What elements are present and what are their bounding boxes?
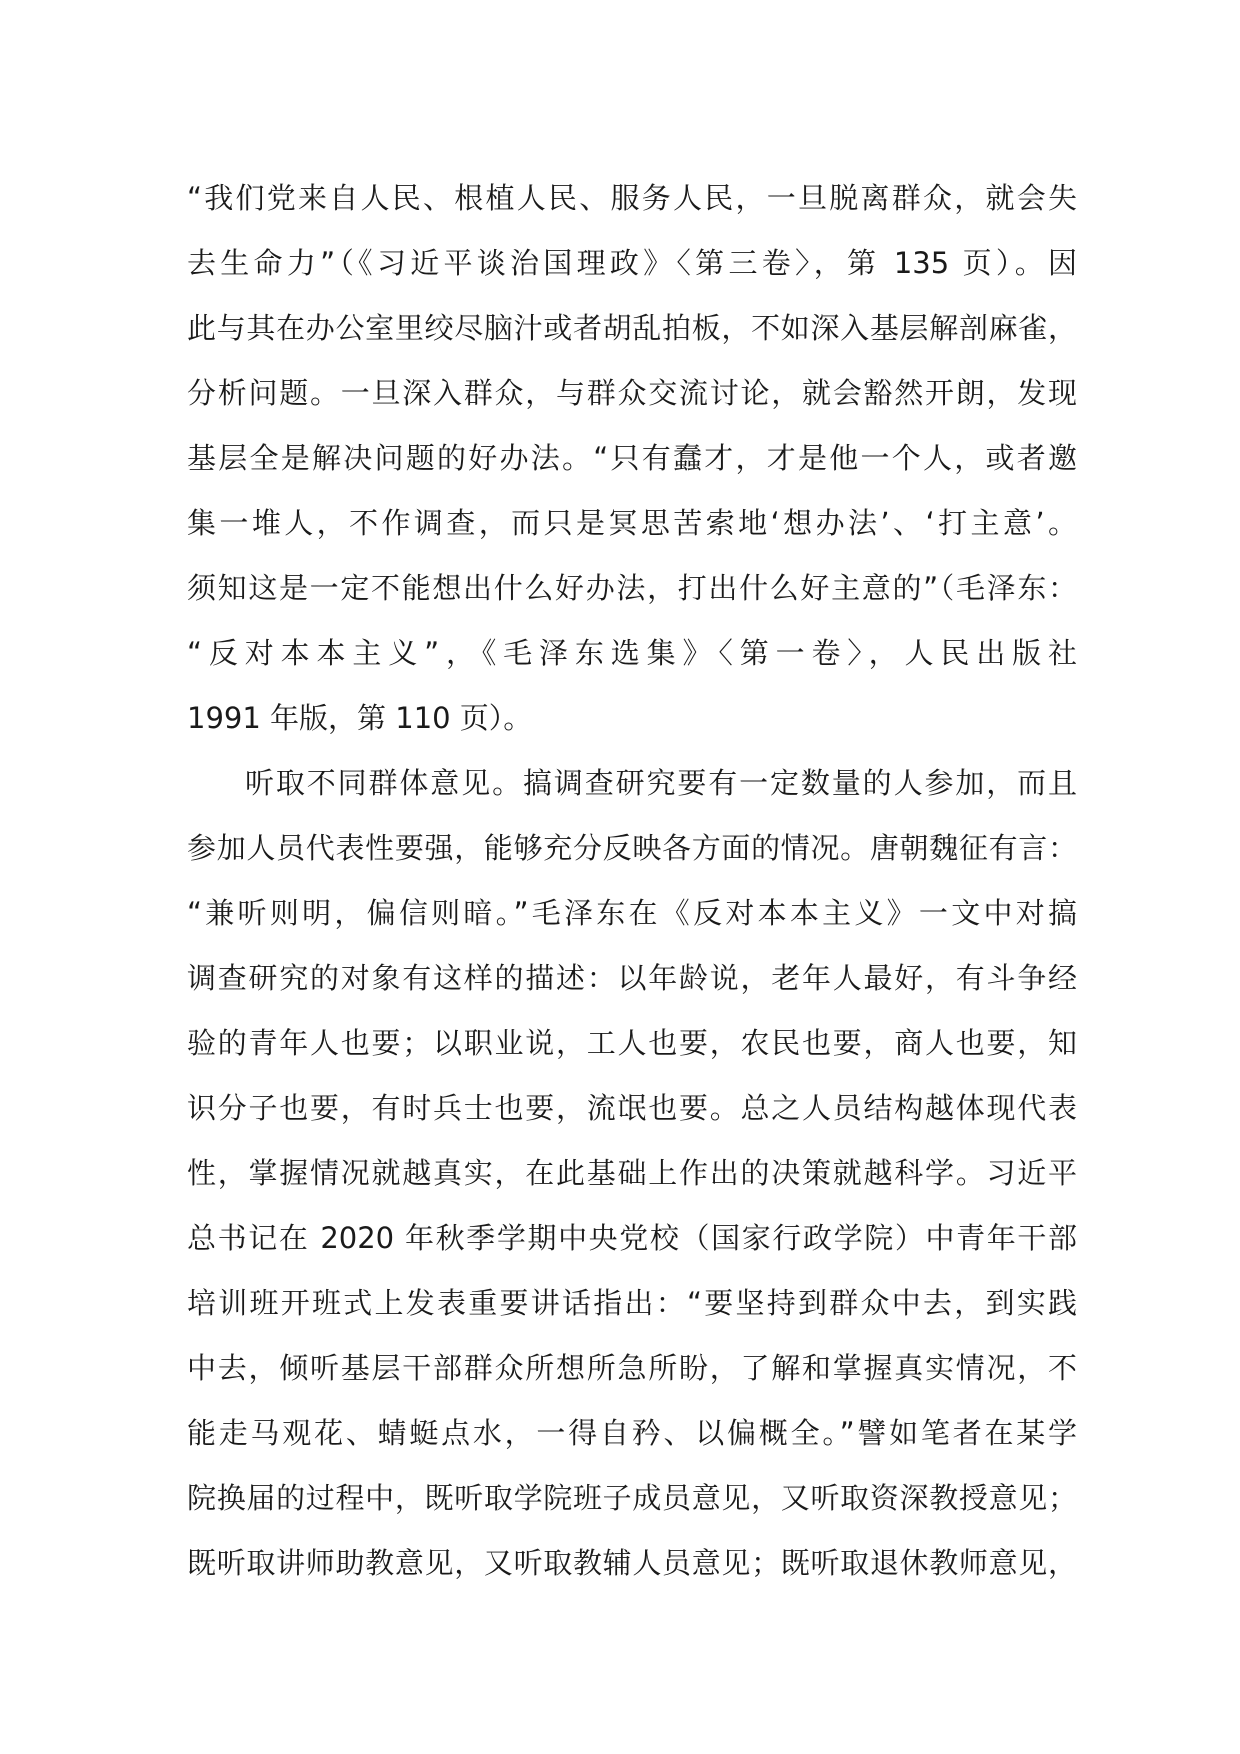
text-line: “我们党来自人民、根植人民、服务人民，一旦脱离群众，就会失 <box>187 181 1077 215</box>
text-line: “兼听则明，偏信则暗。”毛泽东在《反对本本主义》一文中对搞 <box>187 896 1077 930</box>
text-line: “反对本本主义”，《毛泽东选集》〈第一卷〉，人民出版社 <box>187 636 1077 670</box>
text-line: 能走马观花、蜻蜓点水，一得自矜、以偏概全。”譬如笔者在某学 <box>187 1416 1077 1450</box>
text-line: 培训班开班式上发表重要讲话指出：“要坚持到群众中去，到实践 <box>187 1286 1077 1320</box>
text-line: 识分子也要，有时兵士也要，流氓也要。总之人员结构越体现代表 <box>187 1091 1077 1125</box>
text-line: 既听取讲师助教意见，又听取教辅人员意见；既听取退休教师意见， <box>187 1546 1077 1580</box>
text-line: 调查研究的对象有这样的描述：以年龄说，老年人最好，有斗争经 <box>187 961 1077 995</box>
text-line: 参加人员代表性要强，能够充分反映各方面的情况。唐朝魏征有言： <box>187 831 1077 865</box>
text-line: 总书记在 2020 年秋季学期中央党校（国家行政学院）中青年干部 <box>187 1221 1077 1255</box>
text-line: 性，掌握情况就越真实，在此基础上作出的决策就越科学。习近平 <box>187 1156 1077 1190</box>
text-line: 集一堆人，不作调查，而只是冥思苦索地‘想办法’、‘打主意’。 <box>187 506 1077 540</box>
text-line: 须知这是一定不能想出什么好办法，打出什么好主意的”（毛泽东： <box>187 571 1077 605</box>
text-line: 此与其在办公室里绞尽脑汁或者胡乱拍板，不如深入基层解剖麻雀， <box>187 311 1077 345</box>
text-line: 分析问题。一旦深入群众，与群众交流讨论，就会豁然开朗，发现 <box>187 376 1077 410</box>
text-line: 院换届的过程中，既听取学院班子成员意见，又听取资深教授意见； <box>187 1481 1077 1515</box>
paragraph <box>187 751 1077 1596</box>
paragraph <box>187 166 1077 751</box>
text-line: 验的青年人也要；以职业说，工人也要，农民也要，商人也要，知 <box>187 1026 1077 1060</box>
text-line: 听取不同群体意见。搞调查研究要有一定数量的人参加，而且 <box>245 766 1077 800</box>
text-line: 中去，倾听基层干部群众所想所急所盼，了解和掌握真实情况，不 <box>187 1351 1077 1385</box>
text-line: 1991 年版，第 110 页）。 <box>187 701 533 735</box>
text-line: 去生命力”（《习近平谈治国理政》〈第三卷〉，第 135 页）。因 <box>187 246 1077 280</box>
text-line: 基层全是解决问题的好办法。“只有蠢才，才是他一个人，或者邀 <box>187 441 1077 475</box>
